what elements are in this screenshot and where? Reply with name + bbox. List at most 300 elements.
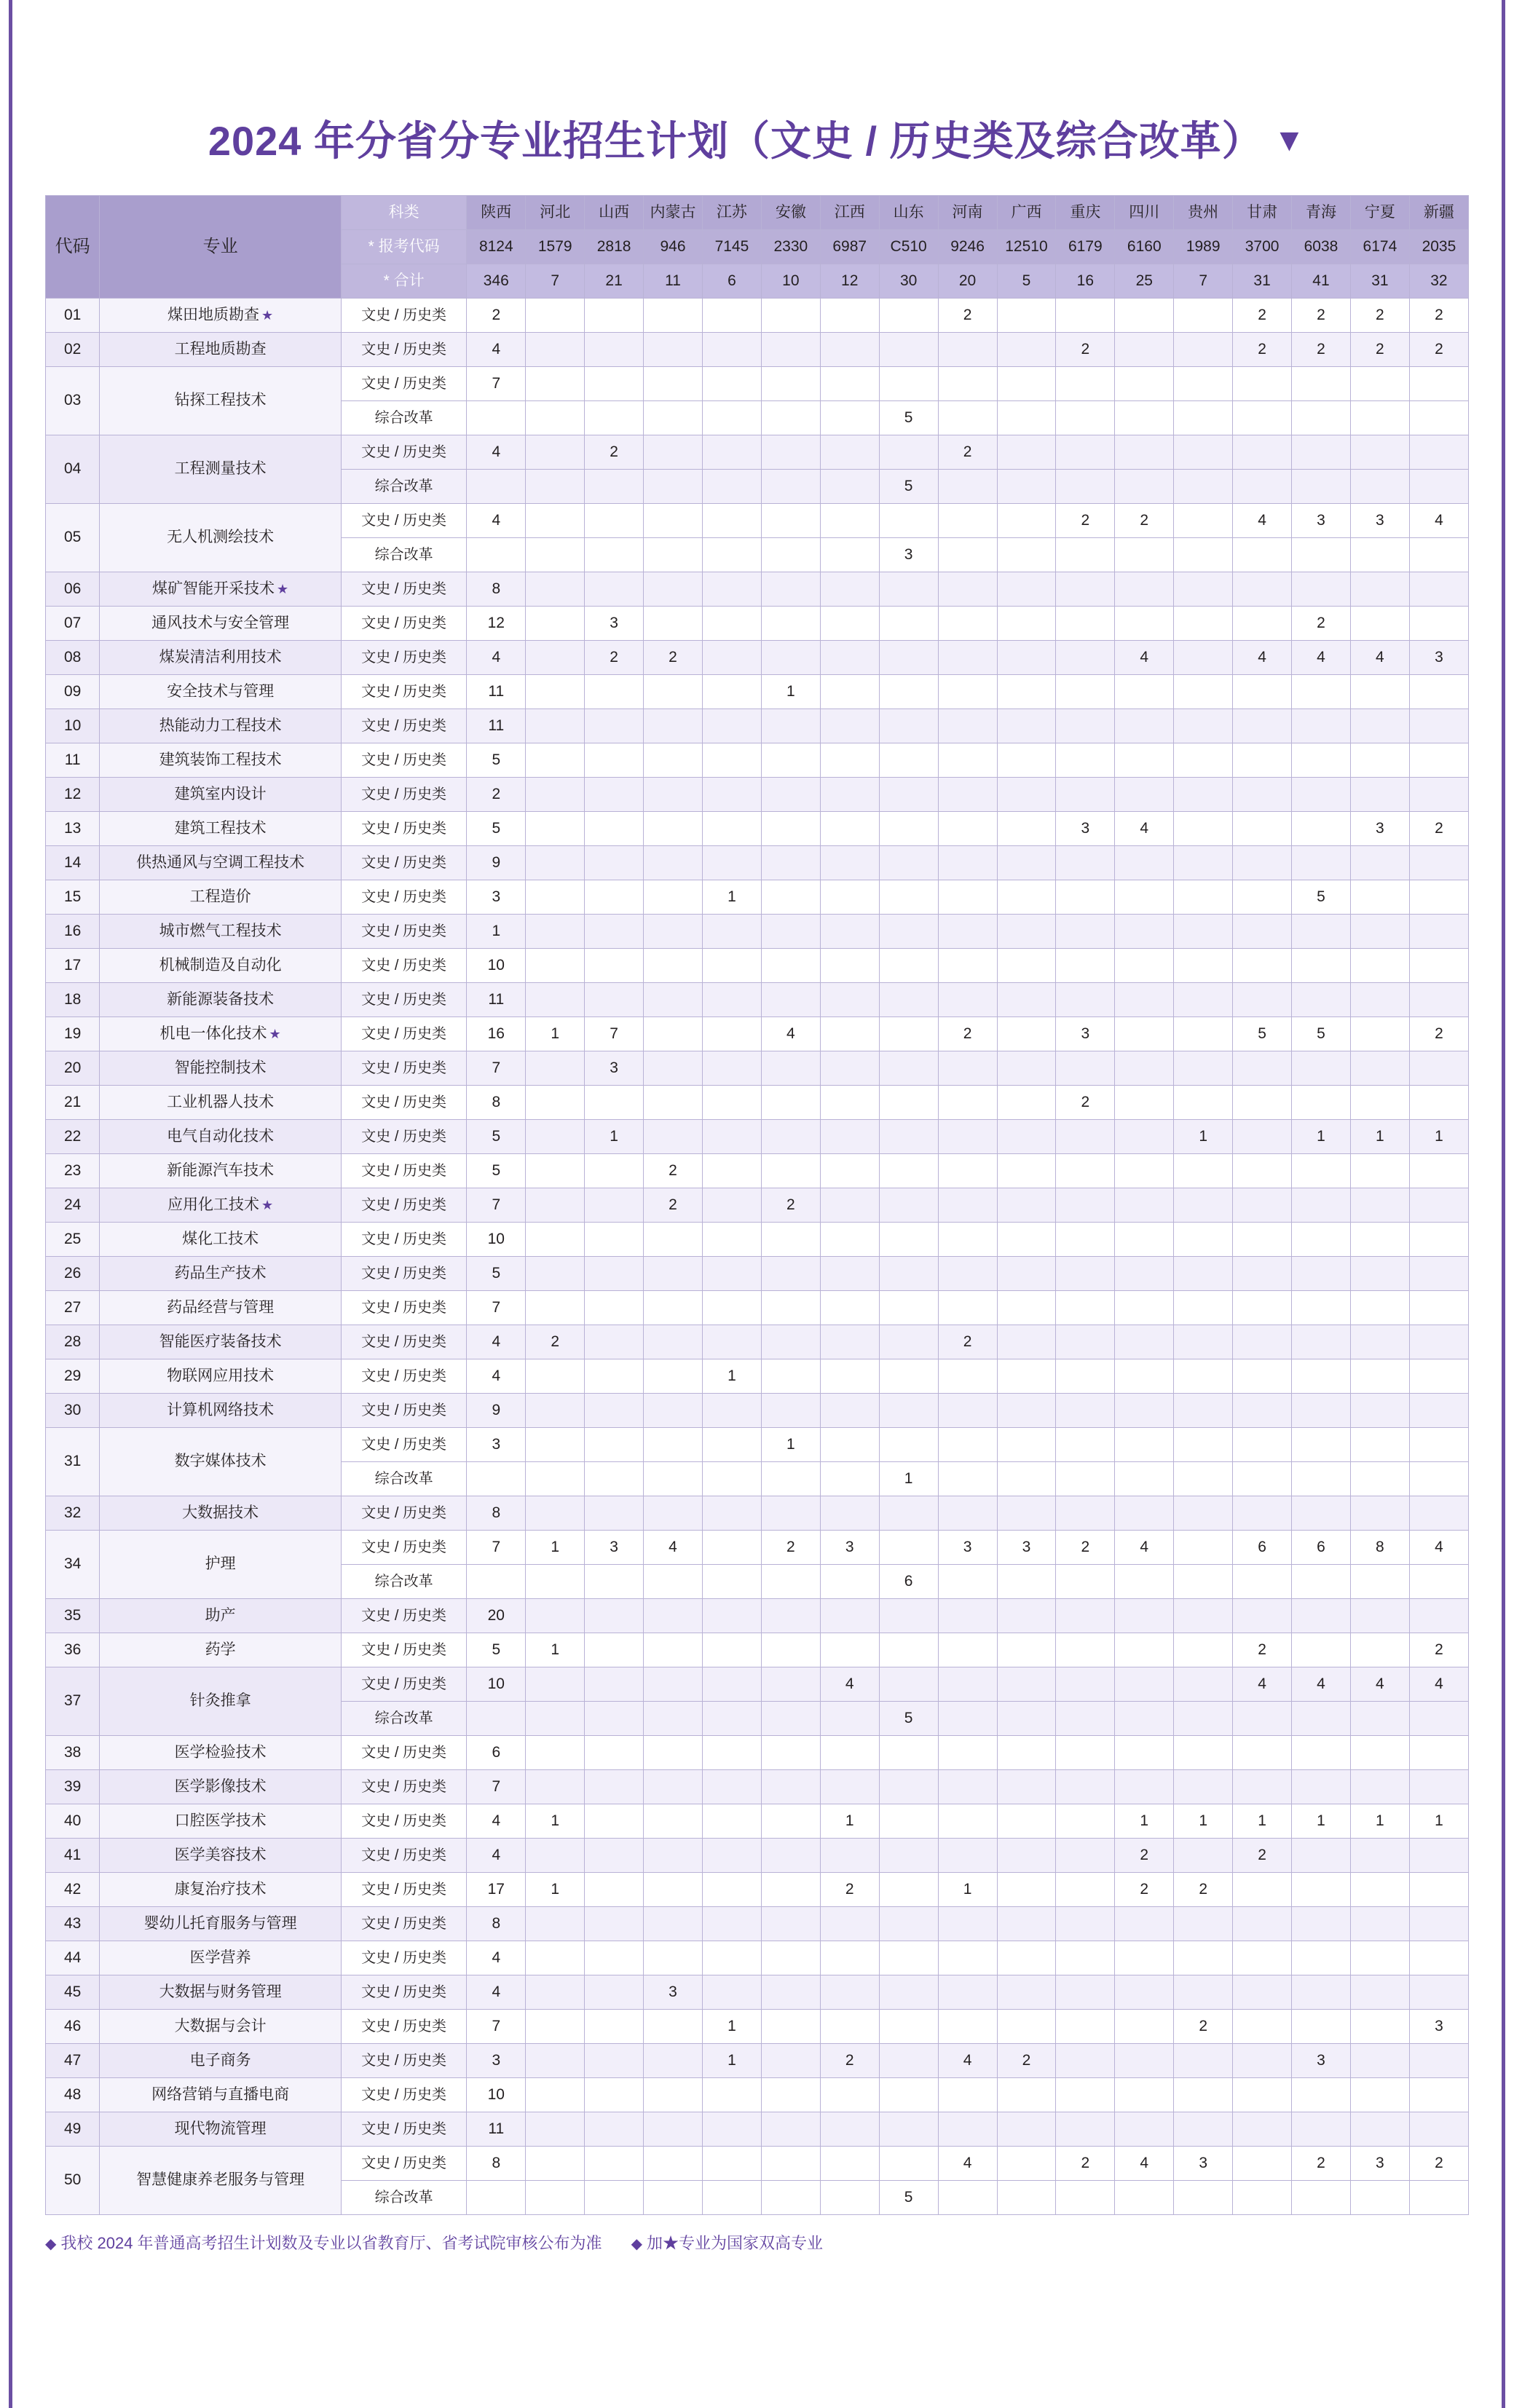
row-cell-9 [997,1086,1056,1120]
row-cell-6 [820,2010,879,2044]
row-major-name: 医学营养 [100,1941,342,1975]
total-12: 7 [1174,264,1233,299]
row-cell-1 [526,675,585,709]
row-cell-10 [1056,2044,1115,2078]
row-category: 文史 / 历史类 [341,778,466,812]
row-cell-7: 6 [879,1565,938,1599]
row-cell-1 [526,1941,585,1975]
row-cell-0: 4 [467,504,526,538]
row-cell-4 [702,1291,761,1325]
row-cell-7 [879,1291,938,1325]
row-cell-11 [1115,846,1174,880]
row-cell-9 [997,1941,1056,1975]
row-cell-3 [644,2010,703,2044]
diamond-icon-0: ◆ [45,2236,57,2252]
row-cell-3 [644,743,703,778]
row-cell-9 [997,709,1056,743]
row-cell-3 [644,401,703,435]
row-cell-2 [585,2044,644,2078]
row-cell-13 [1233,915,1292,949]
row-major-name: 煤矿智能开采技术 ★ [100,572,342,607]
row-cell-5 [761,333,820,367]
row-cell-11 [1115,1975,1174,2010]
row-cell-13 [1233,1325,1292,1359]
row-cell-16: 2 [1409,299,1468,333]
row-cell-13 [1233,1154,1292,1188]
row-cell-13 [1233,2044,1292,2078]
row-cell-5 [761,1325,820,1359]
row-cell-6 [820,1291,879,1325]
table-row [46,1599,1469,1633]
row-cell-5 [761,367,820,401]
row-cell-11 [1115,1154,1174,1188]
row-cell-1 [526,846,585,880]
row-cell-6 [820,1120,879,1154]
row-cell-14: 2 [1292,299,1351,333]
row-cell-14 [1292,675,1351,709]
row-cell-15 [1350,1599,1409,1633]
row-cell-5 [761,1975,820,2010]
row-cell-1 [526,1257,585,1291]
row-cell-10 [1056,778,1115,812]
row-major-name: 新能源装备技术 [100,983,342,1017]
row-cell-1 [526,743,585,778]
row-cell-11 [1115,1086,1174,1120]
footnote-1 [631,2234,823,2252]
row-cell-16: 2 [1409,1633,1468,1667]
row-cell-3 [644,1120,703,1154]
row-cell-6 [820,504,879,538]
row-cell-7 [879,367,938,401]
row-cell-5 [761,2147,820,2181]
row-cell-1 [526,1188,585,1223]
row-category: 文史 / 历史类 [341,1154,466,1188]
row-cell-12 [1174,367,1233,401]
row-cell-11 [1115,1702,1174,1736]
row-cell-15 [1350,1291,1409,1325]
row-cell-13 [1233,983,1292,1017]
row-cell-6 [820,333,879,367]
row-cell-0: 4 [467,435,526,470]
row-cell-11 [1115,1462,1174,1496]
row-category: 文史 / 历史类 [341,743,466,778]
row-cell-12 [1174,2078,1233,2112]
row-cell-2: 2 [585,641,644,675]
row-cell-13 [1233,1736,1292,1770]
row-cell-8 [938,1291,997,1325]
row-cell-13 [1233,1188,1292,1223]
row-cell-10 [1056,880,1115,915]
row-cell-12 [1174,2181,1233,2215]
row-cell-1 [526,1839,585,1873]
row-cell-14: 3 [1292,2044,1351,2078]
row-cell-13 [1233,675,1292,709]
row-category: 文史 / 历史类 [341,675,466,709]
row-cell-2 [585,1428,644,1462]
row-cell-10 [1056,949,1115,983]
row-category: 文史 / 历史类 [341,2078,466,2112]
row-cell-8 [938,949,997,983]
row-cell-8 [938,1257,997,1291]
row-cell-5 [761,1770,820,1804]
row-cell-7: 3 [879,538,938,572]
row-code: 08 [46,641,100,675]
row-cell-6 [820,949,879,983]
row-cell-15 [1350,1907,1409,1941]
row-cell-7: 5 [879,470,938,504]
row-cell-8 [938,1428,997,1462]
row-cell-13 [1233,880,1292,915]
row-cell-0 [467,401,526,435]
row-cell-0 [467,1565,526,1599]
row-cell-12 [1174,743,1233,778]
row-cell-14 [1292,1702,1351,1736]
row-cell-0: 9 [467,846,526,880]
row-cell-8 [938,1702,997,1736]
row-cell-2 [585,572,644,607]
total-14: 41 [1292,264,1351,299]
row-cell-13 [1233,1770,1292,1804]
row-cell-7 [879,2147,938,2181]
row-cell-5 [761,709,820,743]
row-cell-4 [702,1325,761,1359]
row-cell-9 [997,1017,1056,1051]
row-code: 28 [46,1325,100,1359]
row-cell-10 [1056,1975,1115,2010]
row-major-name: 城市燃气工程技术 [100,915,342,949]
row-cell-6 [820,1051,879,1086]
row-code: 30 [46,1394,100,1428]
row-code: 49 [46,2112,100,2147]
row-category: 综合改革 [341,2181,466,2215]
page-title-text: 2024 年分省分专业招生计划（文史 / 历史类及综合改革） [208,118,1263,164]
row-cell-5 [761,1462,820,1496]
row-major-name: 无人机测绘技术 [100,504,342,572]
row-cell-15 [1350,1770,1409,1804]
row-cell-7 [879,607,938,641]
row-cell-11 [1115,880,1174,915]
table-row [46,1291,1469,1325]
row-cell-9 [997,915,1056,949]
row-cell-15 [1350,367,1409,401]
row-cell-11 [1115,1907,1174,1941]
row-cell-14 [1292,949,1351,983]
row-cell-8 [938,1154,997,1188]
row-cell-13 [1233,1291,1292,1325]
star-icon: ★ [277,581,289,596]
header-major: 专业 [100,196,342,299]
row-cell-9 [997,778,1056,812]
row-cell-0: 5 [467,1154,526,1188]
row-cell-0: 20 [467,1599,526,1633]
row-cell-3 [644,778,703,812]
row-cell-11 [1115,538,1174,572]
row-cell-16 [1409,983,1468,1017]
row-cell-6 [820,915,879,949]
row-cell-7 [879,1667,938,1702]
row-major-name: 药品经营与管理 [100,1291,342,1325]
row-cell-4 [702,1633,761,1667]
row-cell-11 [1115,1496,1174,1531]
row-cell-13 [1233,743,1292,778]
table-row [46,846,1469,880]
row-cell-4 [702,1599,761,1633]
row-code: 11 [46,743,100,778]
total-8: 20 [938,264,997,299]
row-cell-9 [997,1325,1056,1359]
row-category: 文史 / 历史类 [341,1291,466,1325]
row-cell-5 [761,1257,820,1291]
row-code: 47 [46,2044,100,2078]
row-cell-15 [1350,1394,1409,1428]
row-cell-2 [585,1291,644,1325]
row-cell-2 [585,915,644,949]
row-cell-15 [1350,1359,1409,1394]
row-cell-13 [1233,2147,1292,2181]
row-cell-4 [702,572,761,607]
triangle-marker-icon: ▼ [1273,122,1306,158]
row-cell-1: 1 [526,1017,585,1051]
row-category: 文史 / 历史类 [341,1941,466,1975]
row-cell-2 [585,2112,644,2147]
row-code: 40 [46,1804,100,1839]
row-code: 27 [46,1291,100,1325]
row-cell-3 [644,1873,703,1907]
row-cell-5: 2 [761,1188,820,1223]
row-cell-9 [997,1120,1056,1154]
row-cell-5 [761,504,820,538]
row-category: 文史 / 历史类 [341,1120,466,1154]
row-cell-6: 2 [820,1873,879,1907]
row-major-name: 现代物流管理 [100,2112,342,2147]
row-cell-7 [879,1428,938,1462]
exam-code-6: 6987 [820,230,879,264]
row-cell-7 [879,641,938,675]
row-cell-0: 7 [467,1188,526,1223]
row-cell-4 [702,333,761,367]
row-cell-11 [1115,1017,1174,1051]
row-cell-16 [1409,367,1468,401]
table-row [46,1941,1469,1975]
row-cell-8 [938,1394,997,1428]
row-cell-11: 2 [1115,1873,1174,1907]
row-cell-13 [1233,572,1292,607]
row-cell-11 [1115,2044,1174,2078]
row-cell-9: 2 [997,2044,1056,2078]
row-cell-0: 10 [467,1223,526,1257]
row-major-name: 热能动力工程技术 [100,709,342,743]
row-cell-15 [1350,1496,1409,1531]
row-cell-3 [644,572,703,607]
row-cell-6 [820,1359,879,1394]
row-cell-14 [1292,1223,1351,1257]
row-category: 文史 / 历史类 [341,641,466,675]
row-cell-1 [526,470,585,504]
row-category: 文史 / 历史类 [341,367,466,401]
row-cell-1 [526,709,585,743]
row-cell-11 [1115,1770,1174,1804]
row-cell-12 [1174,1359,1233,1394]
row-cell-14 [1292,538,1351,572]
row-major-name: 机电一体化技术 ★ [100,1017,342,1051]
row-cell-1 [526,880,585,915]
row-cell-1 [526,812,585,846]
row-cell-12 [1174,1017,1233,1051]
row-code: 50 [46,2147,100,2215]
table-row [46,1839,1469,1873]
row-code: 09 [46,675,100,709]
row-cell-4 [702,1873,761,1907]
row-cell-2 [585,1257,644,1291]
table-row [46,572,1469,607]
row-code: 36 [46,1633,100,1667]
row-cell-11 [1115,1223,1174,1257]
row-cell-11 [1115,1120,1174,1154]
row-cell-0: 12 [467,607,526,641]
row-cell-8 [938,1770,997,1804]
row-cell-0: 7 [467,1291,526,1325]
row-code: 44 [46,1941,100,1975]
row-cell-0 [467,1702,526,1736]
row-code: 41 [46,1839,100,1873]
row-cell-14 [1292,778,1351,812]
row-major-name: 工业机器人技术 [100,1086,342,1120]
row-cell-8 [938,880,997,915]
row-cell-4 [702,1120,761,1154]
row-category: 文史 / 历史类 [341,1839,466,1873]
row-cell-7 [879,983,938,1017]
row-cell-9 [997,812,1056,846]
row-cell-2 [585,333,644,367]
row-cell-9 [997,1633,1056,1667]
row-cell-10 [1056,675,1115,709]
row-cell-15: 1 [1350,1804,1409,1839]
row-cell-0: 5 [467,812,526,846]
row-cell-4 [702,401,761,435]
row-cell-7 [879,1188,938,1223]
row-cell-8: 4 [938,2147,997,2181]
row-cell-10: 2 [1056,504,1115,538]
row-code: 15 [46,880,100,915]
row-cell-16: 2 [1409,1017,1468,1051]
row-cell-9 [997,846,1056,880]
row-cell-6 [820,1188,879,1223]
row-cell-2 [585,778,644,812]
row-cell-7 [879,1257,938,1291]
row-cell-0: 3 [467,880,526,915]
row-cell-8 [938,1907,997,1941]
row-cell-0: 16 [467,1017,526,1051]
header-province-7: 山东 [879,196,938,230]
row-category: 综合改革 [341,1702,466,1736]
row-cell-11 [1115,2112,1174,2147]
row-cell-6 [820,1565,879,1599]
row-cell-4 [702,1086,761,1120]
row-cell-5: 1 [761,1428,820,1462]
row-cell-5 [761,983,820,1017]
table-row [46,709,1469,743]
row-category: 文史 / 历史类 [341,504,466,538]
row-cell-16 [1409,2181,1468,2215]
row-cell-4 [702,641,761,675]
row-cell-5 [761,1120,820,1154]
row-cell-3 [644,846,703,880]
row-cell-12 [1174,470,1233,504]
row-cell-4 [702,915,761,949]
row-category: 文史 / 历史类 [341,299,466,333]
row-cell-6 [820,1633,879,1667]
row-cell-5 [761,1223,820,1257]
row-code: 43 [46,1907,100,1941]
row-cell-10 [1056,435,1115,470]
row-cell-9 [997,470,1056,504]
row-cell-14 [1292,1496,1351,1531]
row-cell-7 [879,915,938,949]
exam-code-15: 6174 [1350,230,1409,264]
row-cell-10 [1056,1394,1115,1428]
row-cell-6: 3 [820,1531,879,1565]
row-cell-5 [761,778,820,812]
row-cell-2 [585,2147,644,2181]
row-cell-5 [761,1565,820,1599]
row-cell-0: 4 [467,1975,526,2010]
row-cell-7 [879,1873,938,1907]
row-cell-14: 2 [1292,333,1351,367]
row-cell-8 [938,1496,997,1531]
table-row [46,915,1469,949]
row-major-name: 针灸推拿 [100,1667,342,1736]
row-major-name: 护理 [100,1531,342,1599]
row-cell-7 [879,675,938,709]
row-cell-3 [644,1667,703,1702]
row-cell-1 [526,2044,585,2078]
row-cell-14: 3 [1292,504,1351,538]
row-cell-0 [467,2181,526,2215]
header-province-13: 甘肃 [1233,196,1292,230]
row-cell-11 [1115,1599,1174,1633]
left-rule [9,0,12,2408]
row-cell-12: 1 [1174,1804,1233,1839]
row-cell-9 [997,2010,1056,2044]
row-cell-2 [585,1496,644,1531]
row-cell-2 [585,675,644,709]
row-cell-6 [820,299,879,333]
row-cell-6 [820,778,879,812]
row-cell-6: 1 [820,1804,879,1839]
row-cell-13 [1233,1359,1292,1394]
row-code: 31 [46,1428,100,1496]
row-cell-14 [1292,1633,1351,1667]
row-cell-9 [997,1599,1056,1633]
table-row [46,299,1469,333]
row-cell-10 [1056,1736,1115,1770]
header-province-9: 广西 [997,196,1056,230]
row-cell-3 [644,1223,703,1257]
row-cell-15 [1350,880,1409,915]
row-major-name: 电子商务 [100,2044,342,2078]
row-cell-6 [820,2147,879,2181]
row-major-name: 钻探工程技术 [100,367,342,435]
row-cell-12 [1174,1736,1233,1770]
row-cell-15 [1350,915,1409,949]
row-cell-4 [702,1017,761,1051]
total-1: 7 [526,264,585,299]
row-cell-2 [585,949,644,983]
row-cell-8 [938,1086,997,1120]
row-cell-14 [1292,1051,1351,1086]
row-cell-15 [1350,949,1409,983]
row-cell-11: 4 [1115,641,1174,675]
